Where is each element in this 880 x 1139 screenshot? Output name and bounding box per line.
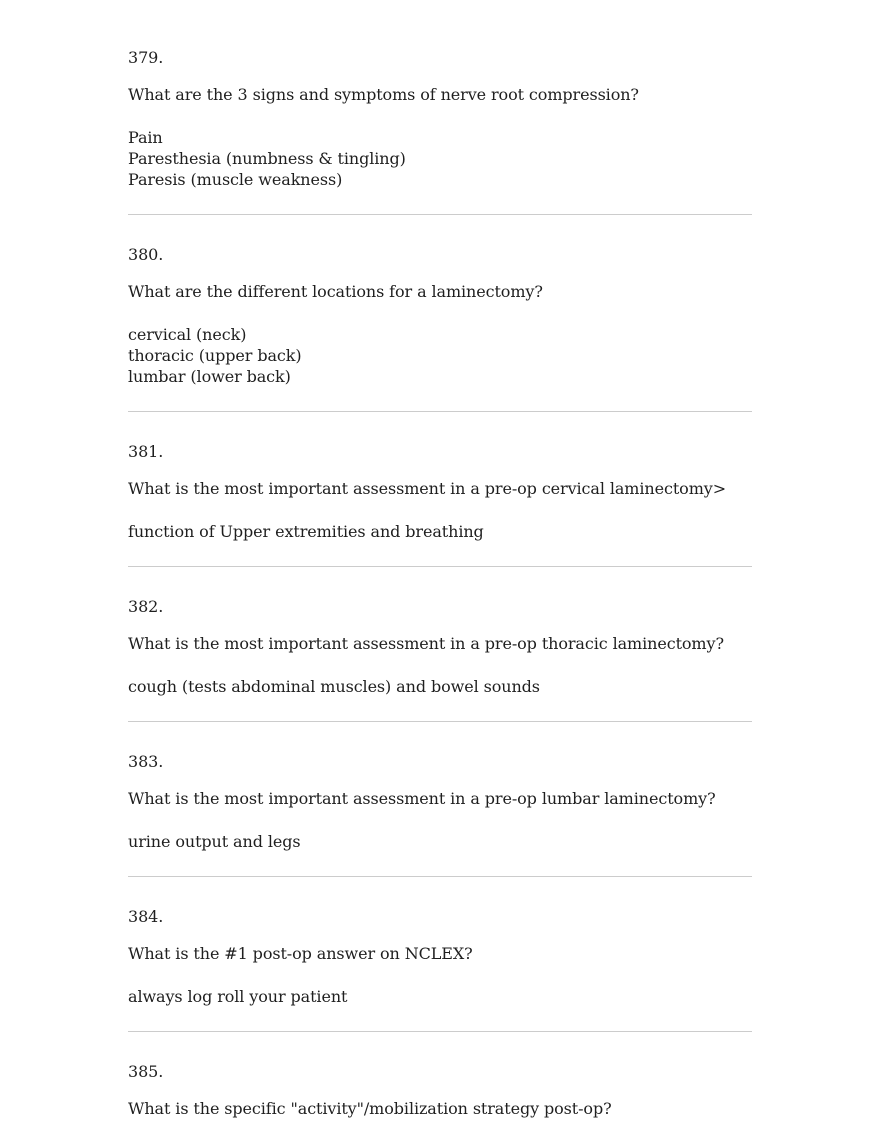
flashcard-item: [128, 244, 752, 412]
card-answer: [128, 986, 752, 1007]
card-answer: [128, 127, 752, 190]
card-answer: [128, 831, 752, 852]
card-number: 379.: [128, 48, 164, 67]
card-answer-line: Paresis (muscle weakness): [128, 170, 343, 189]
card-question: What is the most important assessment in a pre-op cervical laminectomy>: [128, 479, 727, 498]
card-answer: [128, 324, 752, 387]
card-question: What is the #1 post-op answer on NCLEX?: [128, 944, 473, 963]
card-answer-line: cervical (neck): [128, 325, 247, 344]
divider: [128, 721, 752, 722]
flashcard-item: [128, 906, 752, 1032]
card-answer-line: Paresthesia (numbness & tingling): [128, 149, 406, 168]
card-question: What is the specific "activity"/mobilization strategy post-op?: [128, 1099, 612, 1118]
flashcard-item: [128, 1061, 752, 1119]
card-answer-line: always log roll your patient: [128, 987, 348, 1006]
card-number: 380.: [128, 245, 164, 264]
divider: [128, 566, 752, 567]
card-number: 384.: [128, 907, 164, 926]
card-question: What are the different locations for a laminectomy?: [128, 282, 543, 301]
flashcard-item: [128, 751, 752, 877]
flashcard-item: [128, 596, 752, 722]
flashcard-item: [128, 441, 752, 567]
card-answer-line: function of Upper extremities and breathing: [128, 522, 484, 541]
divider: [128, 411, 752, 412]
card-number: 383.: [128, 752, 164, 771]
card-question: What are the 3 signs and symptoms of nerve root compression?: [128, 85, 639, 104]
card-answer-line: Pain: [128, 128, 163, 147]
card-number: 385.: [128, 1062, 164, 1081]
card-answer: [128, 676, 752, 697]
divider: [128, 876, 752, 877]
card-number: 382.: [128, 597, 164, 616]
card-answer-line: urine output and legs: [128, 832, 301, 851]
card-question: What is the most important assessment in a pre-op thoracic laminectomy?: [128, 634, 724, 653]
card-number: 381.: [128, 442, 164, 461]
card-answer-line: thoracic (upper back): [128, 346, 302, 365]
flashcard-item: [128, 47, 752, 215]
divider: [128, 214, 752, 215]
card-answer: [128, 521, 752, 542]
card-answer-line: lumbar (lower back): [128, 367, 291, 386]
divider: [128, 1031, 752, 1032]
card-question: What is the most important assessment in a pre-op lumbar laminectomy?: [128, 789, 716, 808]
card-answer-line: cough (tests abdominal muscles) and bowel sounds: [128, 677, 540, 696]
